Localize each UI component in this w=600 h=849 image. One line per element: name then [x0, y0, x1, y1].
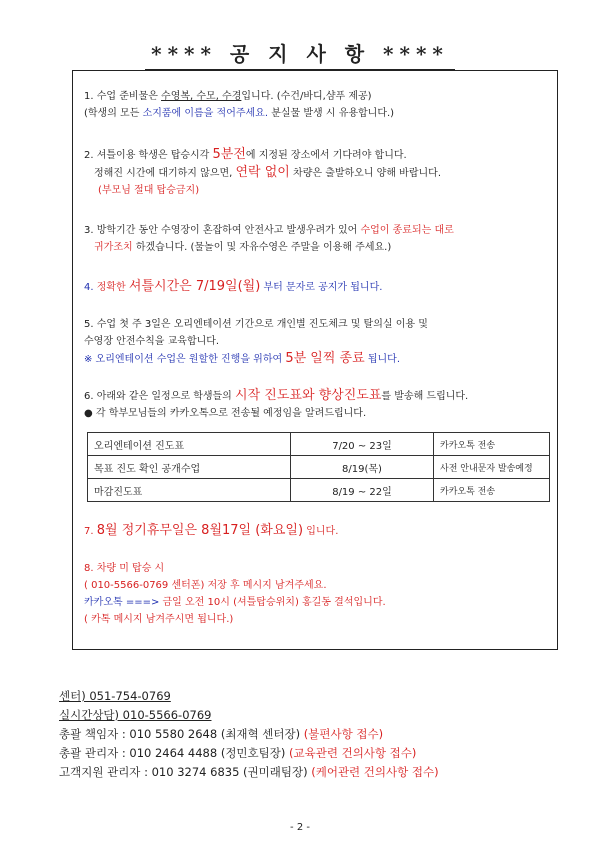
table-row	[88, 456, 550, 479]
schedule-table	[87, 432, 550, 502]
notice-5	[84, 316, 428, 368]
no-contact-text: 연락 없이	[235, 165, 290, 180]
early-end-text: 5분 일찍 종료	[285, 351, 365, 366]
text: 7.	[84, 526, 97, 537]
notice-1	[84, 88, 394, 122]
text: 1. 수업 준비물은	[84, 91, 162, 102]
notice-4-line	[84, 278, 382, 296]
title-container	[0, 38, 600, 71]
text: 입니다.	[303, 526, 339, 537]
text: 분실물 발생 시 유용합니다.)	[268, 108, 395, 119]
text: 정확한	[96, 282, 129, 293]
text: 됩니다.	[364, 354, 401, 365]
text: 에 지정된 장소에서 기다려야 합니다.	[245, 150, 407, 161]
notice-6	[84, 387, 468, 422]
text: 하겠습니다. (물놀이 및 자유수영은 주말을 이용해 주세요.)	[132, 242, 392, 253]
schedule-method: 카카오톡 전송	[434, 479, 550, 502]
schedule-date: 7/20 ~ 23일	[291, 433, 434, 456]
table-row	[88, 433, 550, 456]
notice-3-line-1	[84, 222, 454, 239]
contact-footer	[59, 687, 439, 782]
notice-5-line-2: 수영장 안전수칙을 교육합니다.	[84, 336, 220, 347]
text: 금일 오전 10시 (셔틀탑승위치) 홍길동 결석입니다.	[162, 597, 386, 608]
text: 정해진 시간에 대기하지 않으면,	[94, 168, 236, 179]
text: 차량은 출발하오니 양해 바랍니다.	[289, 168, 441, 179]
text: 를 발송해 드립니다.	[381, 391, 469, 402]
text: 고객지원 관리자 : 010 3274 6835 (권미래팀장)	[59, 765, 312, 779]
schedule-method: 카카오톡 전송	[434, 433, 550, 456]
text: 3. 방학기간 동안 수영장이 혼잡하여 안전사고 발생우려가 있어	[84, 225, 361, 236]
text: (케어관련 건의사항 접수)	[311, 765, 439, 779]
notice-7	[84, 522, 338, 540]
realtime-phone: 실시간상담) 010-5566-0769	[59, 708, 212, 722]
text: 4.	[84, 282, 97, 293]
text: 총괄 책임자 : 010 5580 2648 (최재혁 센터장)	[59, 727, 304, 741]
holiday-text: 8월 정기휴무일은 8월17일 (화요일)	[96, 523, 304, 538]
schedule-name: 오리엔테이션 진도표	[88, 433, 291, 456]
schedule-date: 8/19(목)	[291, 456, 434, 479]
notice-2-line-2	[84, 164, 441, 182]
class-end-text: 수업이 종료되는 대로	[360, 225, 454, 236]
notice-8-line-4: ( 카톡 메시지 남겨주시면 됩니다.)	[84, 614, 234, 625]
notice-8-line-3	[84, 594, 386, 611]
schedule-name: 마감진도표	[88, 479, 291, 502]
notice-8-line-1: 8. 차량 미 탑승 시	[84, 563, 165, 574]
notice-6-line-2: ● 각 학부모님들의 카카오톡으로 전송될 예정임을 알려드립니다.	[84, 408, 367, 419]
table-row	[88, 479, 550, 502]
supplies-text: 수영복, 수모, 수경	[161, 91, 242, 102]
text: 부터 문자로 공지가 됩니다.	[260, 282, 383, 293]
notice-7-line	[84, 522, 338, 540]
support-contact	[59, 763, 439, 782]
notice-5-line-1: 5. 수업 첫 주 3일은 오리엔테이션 기간으로 개인별 진도체크 및 탈의실 이용 및	[84, 319, 428, 330]
text: 2. 셔틀이용 학생은 탑승시각	[84, 150, 213, 161]
text: (학생의 모든	[84, 108, 143, 119]
text: 6. 아래와 같은 일정으로 학생들의	[84, 391, 236, 402]
manager-contact	[59, 744, 439, 763]
center-phone: 센터) 051-754-0769	[59, 689, 171, 703]
notice-5-line-3	[84, 350, 428, 368]
text: 총괄 관리자 : 010 2464 4488 (정민호팀장)	[59, 746, 290, 760]
name-label-note: 소지품에 이름을 적어주세요.	[142, 108, 269, 119]
five-min-text: 5분전	[212, 147, 246, 162]
notice-4	[84, 278, 382, 296]
page-title: **** 공 지 사 항 ****	[145, 38, 455, 71]
go-home-text: 귀가조치	[94, 242, 133, 253]
schedule-date: 8/19 ~ 22일	[291, 479, 434, 502]
notice-3-line-2	[84, 239, 454, 256]
chief-contact	[59, 725, 439, 744]
text: ※ 오리엔테이션 수업은 원할한 진행을 위하여	[84, 354, 286, 365]
notice-1-line-1	[84, 88, 394, 105]
kakao-label: 카카오톡 ===>	[84, 597, 163, 608]
notice-3	[84, 222, 454, 256]
page-number: - 2 -	[290, 822, 310, 833]
notice-8-line-2: ( 010-5566-0769 센터폰) 저장 후 메시지 남겨주세요.	[84, 580, 327, 591]
schedule-method: 사전 안내문자 발송예정	[434, 456, 550, 479]
notice-6-line-1	[84, 387, 468, 405]
notice-2-line-3: (부모님 절대 탑승금지)	[98, 185, 200, 196]
shuttle-time-text: 셔틀시간은 7/19일(월)	[128, 279, 261, 294]
notice-8	[84, 560, 386, 628]
schedule-name: 목표 진도 확인 공개수업	[88, 456, 291, 479]
notice-2-line-1	[84, 146, 441, 164]
notice-2	[84, 146, 441, 199]
text: 입니다. (수건/바디,샴푸 제공)	[241, 91, 372, 102]
text: (교육관련 건의사항 접수)	[289, 746, 417, 760]
notice-1-line-2	[84, 105, 394, 122]
text: (불편사항 접수)	[303, 727, 384, 741]
progress-report-text: 시작 진도표와 향상진도표	[235, 388, 382, 403]
